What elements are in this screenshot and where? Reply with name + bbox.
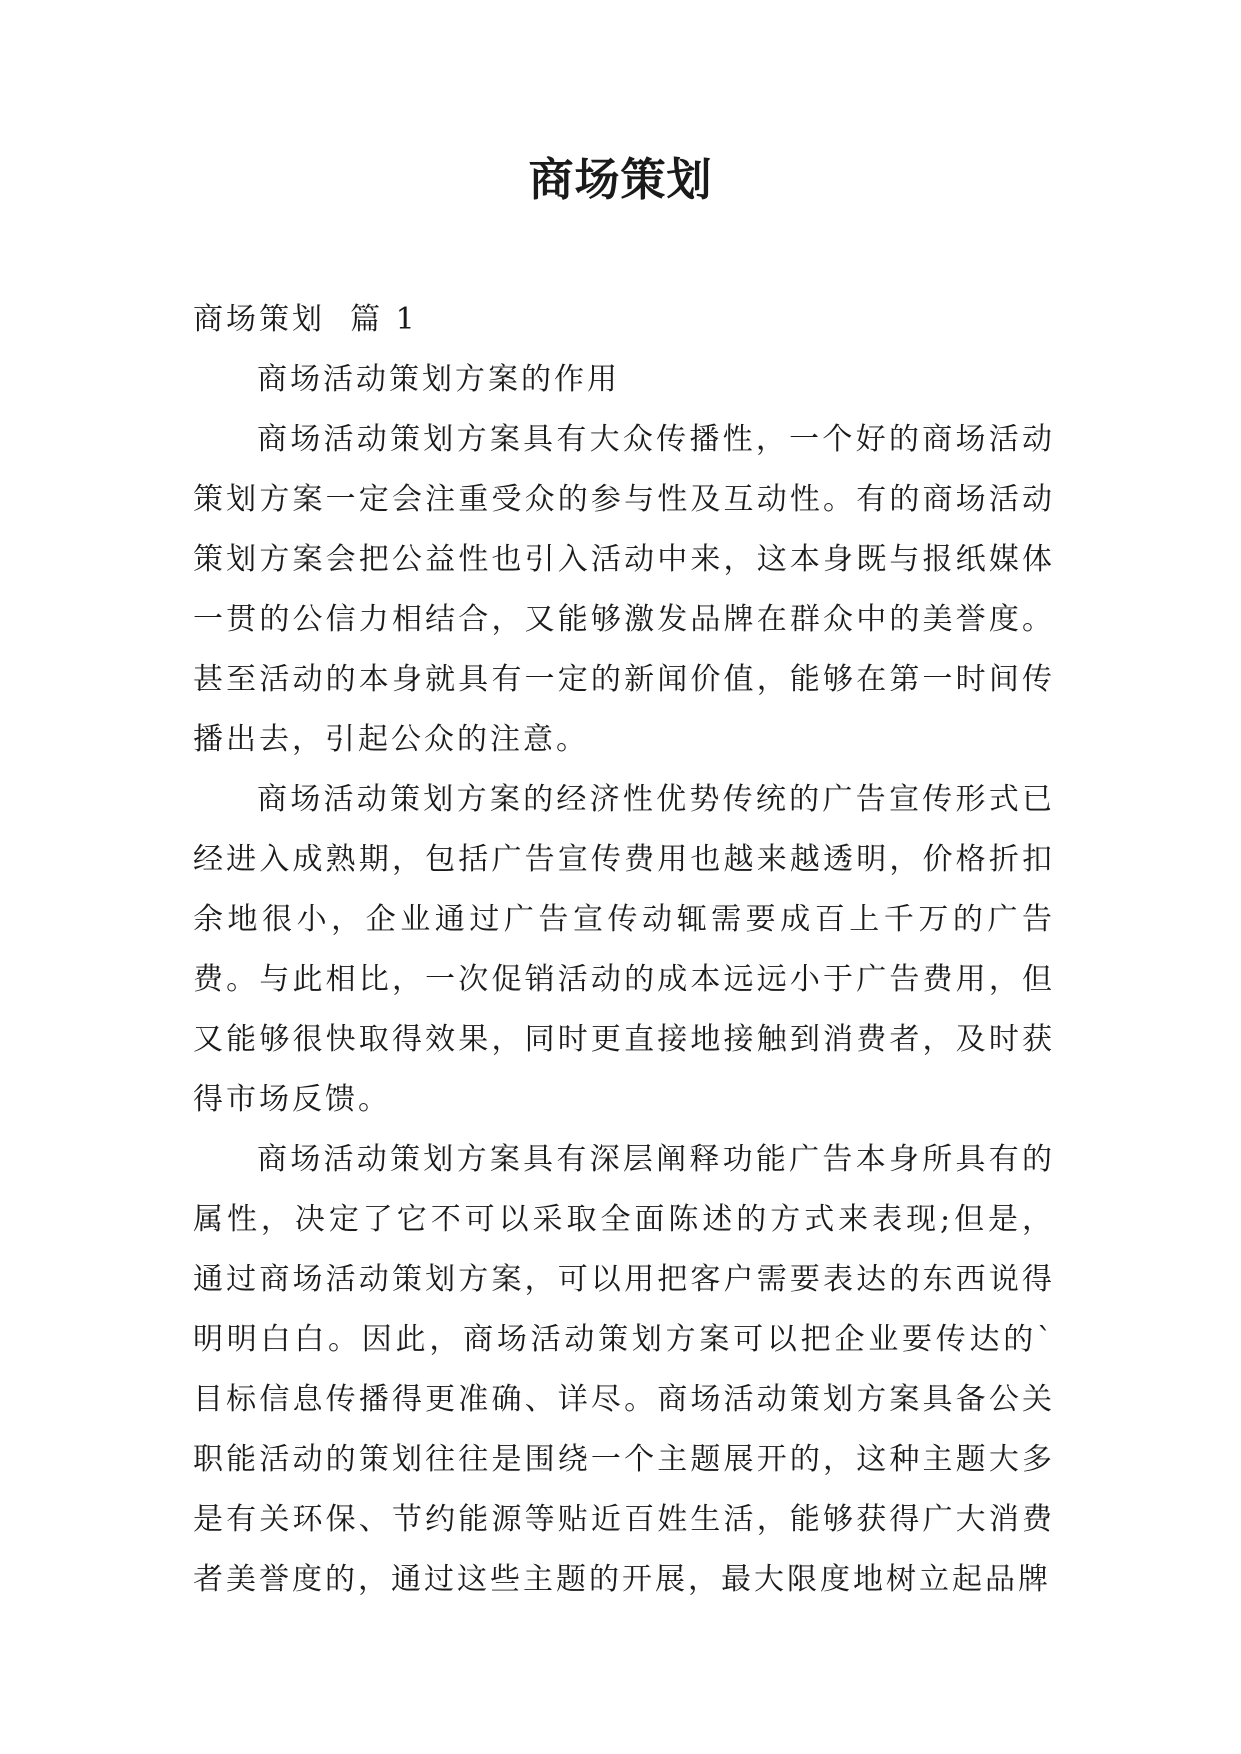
section-heading: 商场策划 篇 1 — [193, 302, 418, 337]
paragraph: 商场活动策划方案具有大众传播性，一个好的商场活动策划方案一定会注重受众的参与性及互动性。有的商场活动策划方案会把公益性也引入活动中来，这本身既与报纸媒体一贯的公信力相结合，又能够激发品牌在群众中的美誉度。甚至活动的本身就具有一定的新闻价值，能够在第一时间传播出去，引起公众的注意。 — [193, 422, 1055, 757]
document-title: 商场策划 — [528, 153, 713, 206]
document-body — [193, 290, 1055, 1610]
paragraph-subheading: 商场活动策划方案的作用 — [257, 362, 620, 397]
paragraph: 商场活动策划方案的经济性优势传统的广告宣传形式已经进入成熟期，包括广告宣传费用也越来越透明，价格折扣余地很小，企业通过广告宣传动辄需要成百上千万的广告费。与此相比，一次促销活动的成本远远小于广告费用，但又能够很快取得效果，同时更直接地接触到消费者，及时获得市场反馈。 — [193, 782, 1055, 1117]
paragraph: 商场活动策划方案具有深层阐释功能广告本身所具有的属性，决定了它不可以采取全面陈述的方式来表现;但是，通过商场活动策划方案，可以用把客户需要表达的东西说得明明白白。因此，商场活动策划方案可以把企业要传达的`目标信息传播得更准确、详尽。商场活动策划方案具备公关职能活动的策划往往是围绕一个主题展开的，这种主题大多是有关环保、节约能源等贴近百姓生活，能够获得广大消费者美誉度的，通过这些主题的开展，最大限度地树立起品牌 — [193, 1142, 1055, 1597]
